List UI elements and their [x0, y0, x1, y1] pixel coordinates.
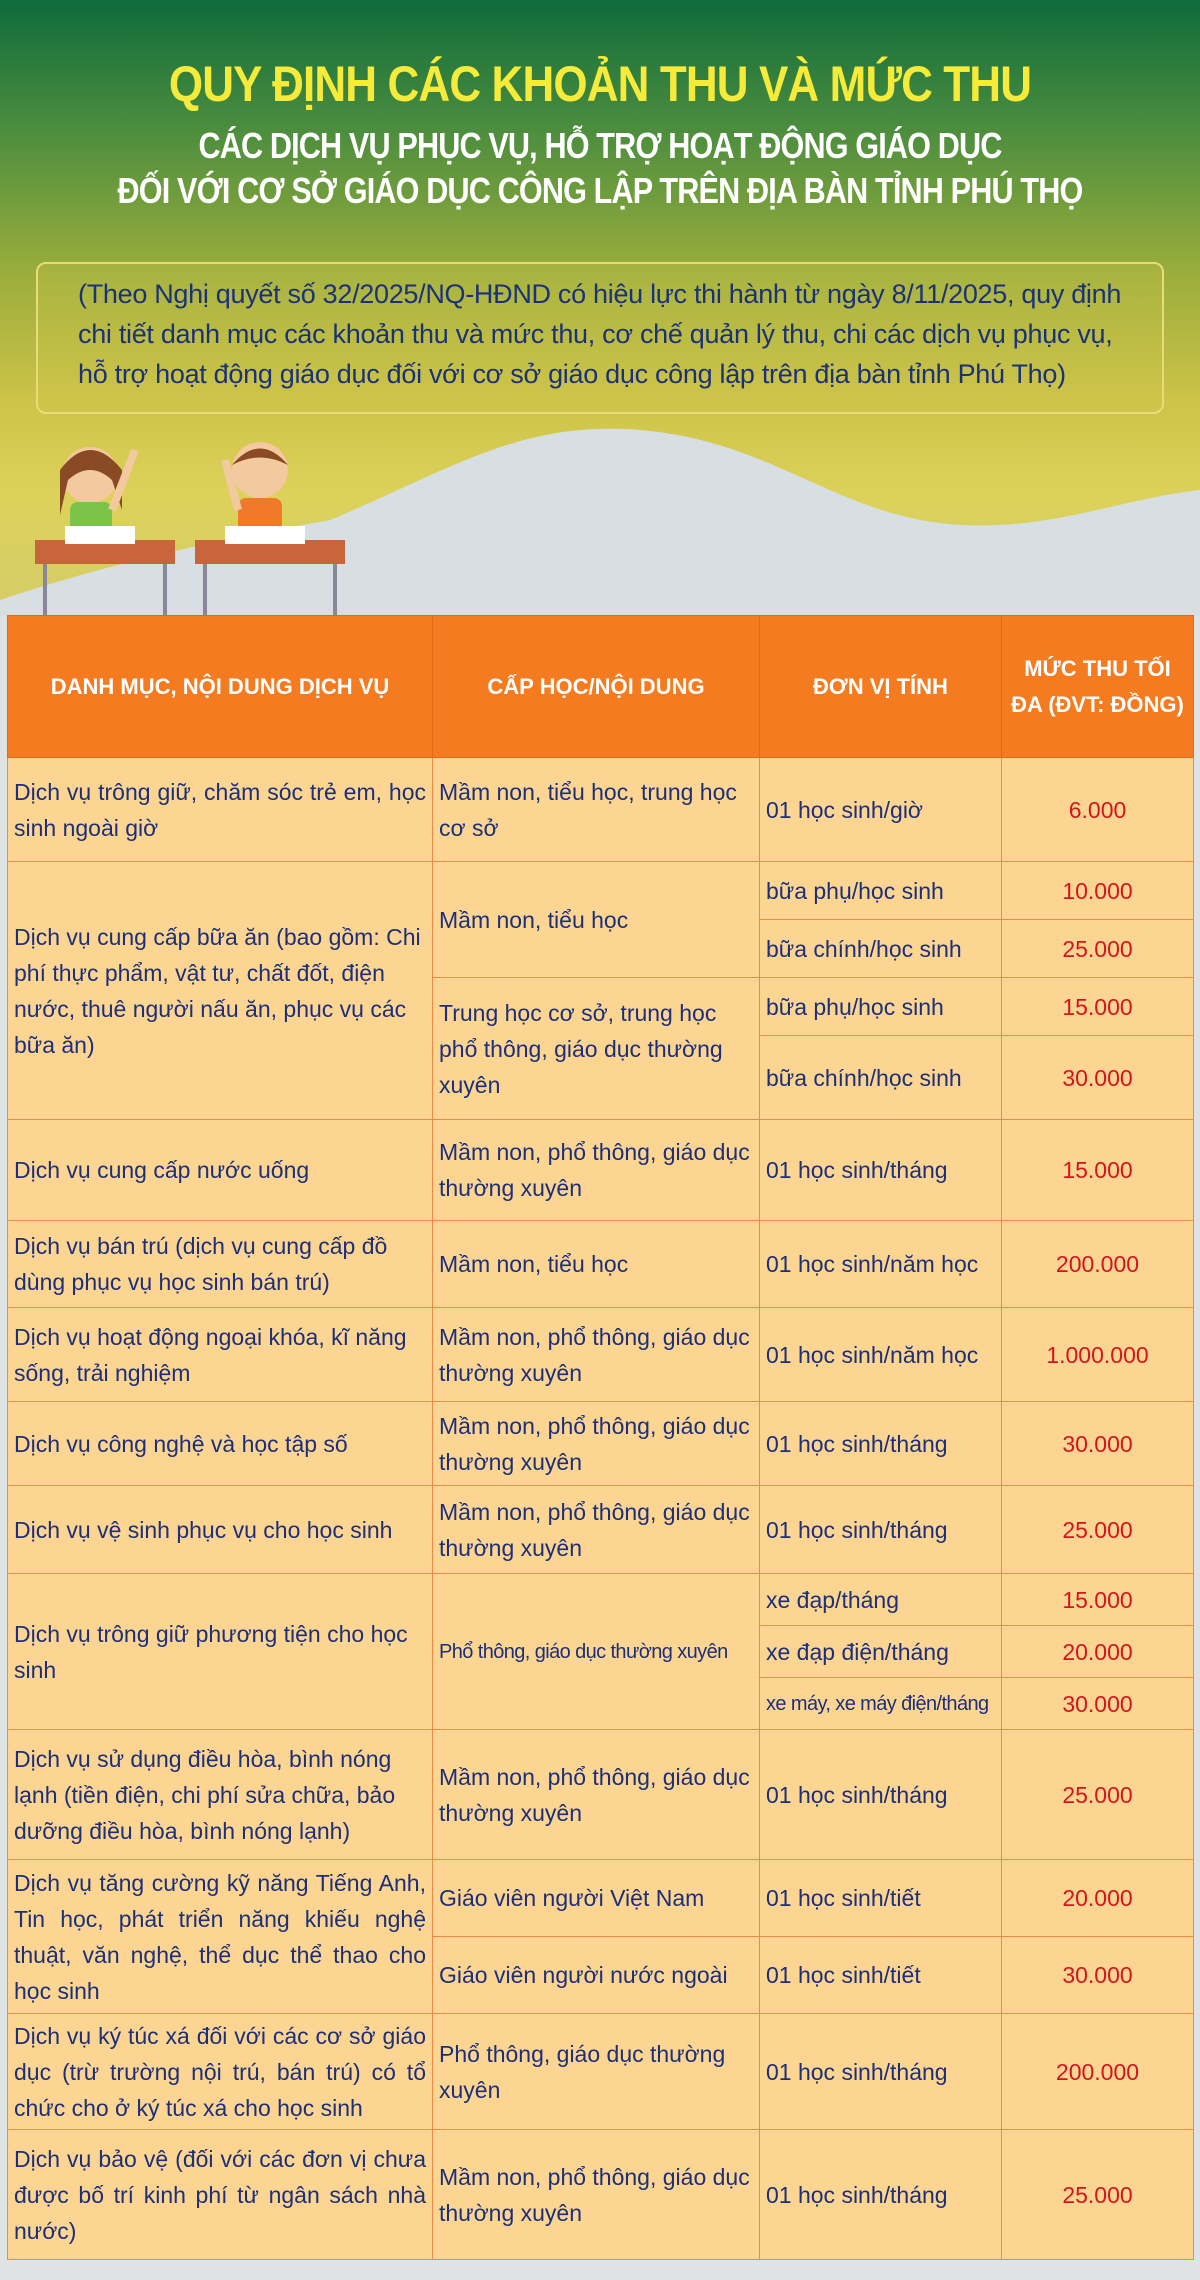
unit-cell: bữa phụ/học sinh — [760, 862, 1002, 920]
fee-cell: 25.000 — [1002, 1486, 1194, 1574]
level-cell: Giáo viên người Việt Nam — [433, 1860, 760, 1937]
fee-cell: 15.000 — [1002, 978, 1194, 1036]
table-row — [8, 1860, 1194, 1937]
fee-cell: 30.000 — [1002, 1036, 1194, 1120]
unit-cell: 01 học sinh/tháng — [760, 2130, 1002, 2260]
unit-cell: 01 học sinh/tháng — [760, 1120, 1002, 1221]
unit-cell: bữa chính/học sinh — [760, 1036, 1002, 1120]
level-cell: Mầm non, phổ thông, giáo dục thường xuyên — [433, 1486, 760, 1574]
unit-cell: xe đạp điện/tháng — [760, 1626, 1002, 1678]
table-row — [8, 1308, 1194, 1402]
fee-cell: 30.000 — [1002, 1402, 1194, 1486]
level-cell: Mầm non, phổ thông, giáo dục thường xuyên — [433, 2130, 760, 2260]
fee-cell: 25.000 — [1002, 920, 1194, 978]
fee-cell: 25.000 — [1002, 2130, 1194, 2260]
service-cell: Dịch vụ cung cấp nước uống — [8, 1120, 433, 1221]
table-row — [8, 1486, 1194, 1574]
legal-note: (Theo Nghị quyết số 32/2025/NQ-HĐND có hiệu lực thi hành từ ngày 8/11/2025, quy định chi tiết danh mục các khoản thu và mức thu, cơ chế quản lý thu, chi các dịch vụ phục vụ, hỗ trợ hoạt động giáo dục đối với cơ sở giáo dục công lập trên địa bàn tỉnh Phú Thọ) — [36, 262, 1164, 414]
unit-cell: bữa phụ/học sinh — [760, 978, 1002, 1036]
table-row — [8, 1730, 1194, 1860]
unit-cell: 01 học sinh/tiết — [760, 1860, 1002, 1937]
fee-cell: 200.000 — [1002, 2014, 1194, 2130]
page-subtitle-1: CÁC DỊCH VỤ PHỤC VỤ, HỖ TRỢ HOẠT ĐỘNG GIÁO DỤC — [198, 125, 1002, 166]
unit-cell: 01 học sinh/năm học — [760, 1221, 1002, 1308]
students-illustration-icon — [30, 430, 360, 616]
service-cell: Dịch vụ vệ sinh phục vụ cho học sinh — [8, 1486, 433, 1574]
service-cell: Dịch vụ bán trú (dịch vụ cung cấp đồ dùng phục vụ học sinh bán trú) — [8, 1221, 433, 1308]
unit-cell: 01 học sinh/tháng — [760, 1402, 1002, 1486]
table-row — [8, 758, 1194, 862]
service-cell: Dịch vụ trông giữ, chăm sóc trẻ em, học sinh ngoài giờ — [8, 758, 433, 862]
table-row — [8, 1402, 1194, 1486]
fee-cell: 20.000 — [1002, 1860, 1194, 1937]
unit-cell: xe đạp/tháng — [760, 1574, 1002, 1626]
fee-cell: 10.000 — [1002, 862, 1194, 920]
level-cell: Mầm non, phổ thông, giáo dục thường xuyên — [433, 1308, 760, 1402]
level-cell: Mầm non, tiểu học — [433, 862, 760, 978]
service-cell: Dịch vụ tăng cường kỹ năng Tiếng Anh, Tin học, phát triển năng khiếu nghệ thuật, văn nghệ, thể dục thể thao cho học sinh — [8, 1860, 433, 2014]
fee-cell: 25.000 — [1002, 1730, 1194, 1860]
fee-cell: 200.000 — [1002, 1221, 1194, 1308]
level-cell: Mầm non, phổ thông, giáo dục thường xuyên — [433, 1120, 760, 1221]
service-cell: Dịch vụ công nghệ và học tập số — [8, 1402, 433, 1486]
level-cell: Mầm non, phổ thông, giáo dục thường xuyên — [433, 1402, 760, 1486]
unit-cell: 01 học sinh/tháng — [760, 1730, 1002, 1860]
service-cell: Dịch vụ ký túc xá đối với các cơ sở giáo dục (trừ trường nội trú, bán trú) có tổ chức cho ở ký túc xá cho học sinh — [8, 2014, 433, 2130]
unit-cell: 01 học sinh/tháng — [760, 2014, 1002, 2130]
col-header-level: CẤP HỌC/NỘI DUNG — [433, 616, 760, 758]
fee-cell: 6.000 — [1002, 758, 1194, 862]
fee-cell: 30.000 — [1002, 1937, 1194, 2014]
service-cell: Dịch vụ cung cấp bữa ăn (bao gồm: Chi phí thực phẩm, vật tư, chất đốt, điện nước, thuê người nấu ăn, phục vụ các bữa ăn) — [8, 862, 433, 1120]
unit-cell: bữa chính/học sinh — [760, 920, 1002, 978]
page-subtitle-2: ĐỐI VỚI CƠ SỞ GIÁO DỤC CÔNG LẬP TRÊN ĐỊA BÀN TỈNH PHÚ THỌ — [117, 170, 1083, 211]
level-cell: Mầm non, tiểu học — [433, 1221, 760, 1308]
level-cell: Phổ thông, giáo dục thường xuyên — [433, 1574, 760, 1730]
unit-cell: 01 học sinh/năm học — [760, 1308, 1002, 1402]
table-row — [8, 1221, 1194, 1308]
table-row — [8, 1574, 1194, 1626]
fee-cell: 20.000 — [1002, 1626, 1194, 1678]
fee-cell: 30.000 — [1002, 1678, 1194, 1730]
table-row — [8, 862, 1194, 920]
table-row — [8, 2014, 1194, 2130]
fee-table — [7, 615, 1194, 2260]
hero-banner — [0, 0, 1200, 616]
unit-cell: 01 học sinh/giờ — [760, 758, 1002, 862]
fee-cell: 1.000.000 — [1002, 1308, 1194, 1402]
unit-cell: 01 học sinh/tháng — [760, 1486, 1002, 1574]
col-header-unit: ĐƠN VỊ TÍNH — [760, 616, 1002, 758]
service-cell: Dịch vụ trông giữ phương tiện cho học sinh — [8, 1574, 433, 1730]
level-cell: Mầm non, phổ thông, giáo dục thường xuyên — [433, 1730, 760, 1860]
level-cell: Phổ thông, giáo dục thường xuyên — [433, 2014, 760, 2130]
table-header — [8, 616, 1194, 758]
unit-cell: xe máy, xe máy điện/tháng — [760, 1678, 1002, 1730]
unit-cell: 01 học sinh/tiết — [760, 1937, 1002, 2014]
table-row — [8, 2130, 1194, 2260]
level-cell: Giáo viên người nước ngoài — [433, 1937, 760, 2014]
table-row — [8, 1120, 1194, 1221]
level-cell: Trung học cơ sở, trung học phổ thông, giáo dục thường xuyên — [433, 978, 760, 1120]
fee-cell: 15.000 — [1002, 1120, 1194, 1221]
service-cell: Dịch vụ sử dụng điều hòa, bình nóng lạnh (tiền điện, chi phí sửa chữa, bảo dưỡng điều hòa, bình nóng lạnh) — [8, 1730, 433, 1860]
service-cell: Dịch vụ hoạt động ngoại khóa, kĩ năng sống, trải nghiệm — [8, 1308, 433, 1402]
service-cell: Dịch vụ bảo vệ (đối với các đơn vị chưa được bố trí kinh phí từ ngân sách nhà nước) — [8, 2130, 433, 2260]
fee-cell: 15.000 — [1002, 1574, 1194, 1626]
col-header-fee: MỨC THU TỐI ĐA (ĐVT: ĐỒNG) — [1002, 616, 1194, 758]
col-header-service: DANH MỤC, NỘI DUNG DỊCH VỤ — [8, 616, 433, 758]
level-cell: Mầm non, tiểu học, trung học cơ sở — [433, 758, 760, 862]
page-title: QUY ĐỊNH CÁC KHOẢN THU VÀ MỨC THU — [168, 56, 1032, 112]
